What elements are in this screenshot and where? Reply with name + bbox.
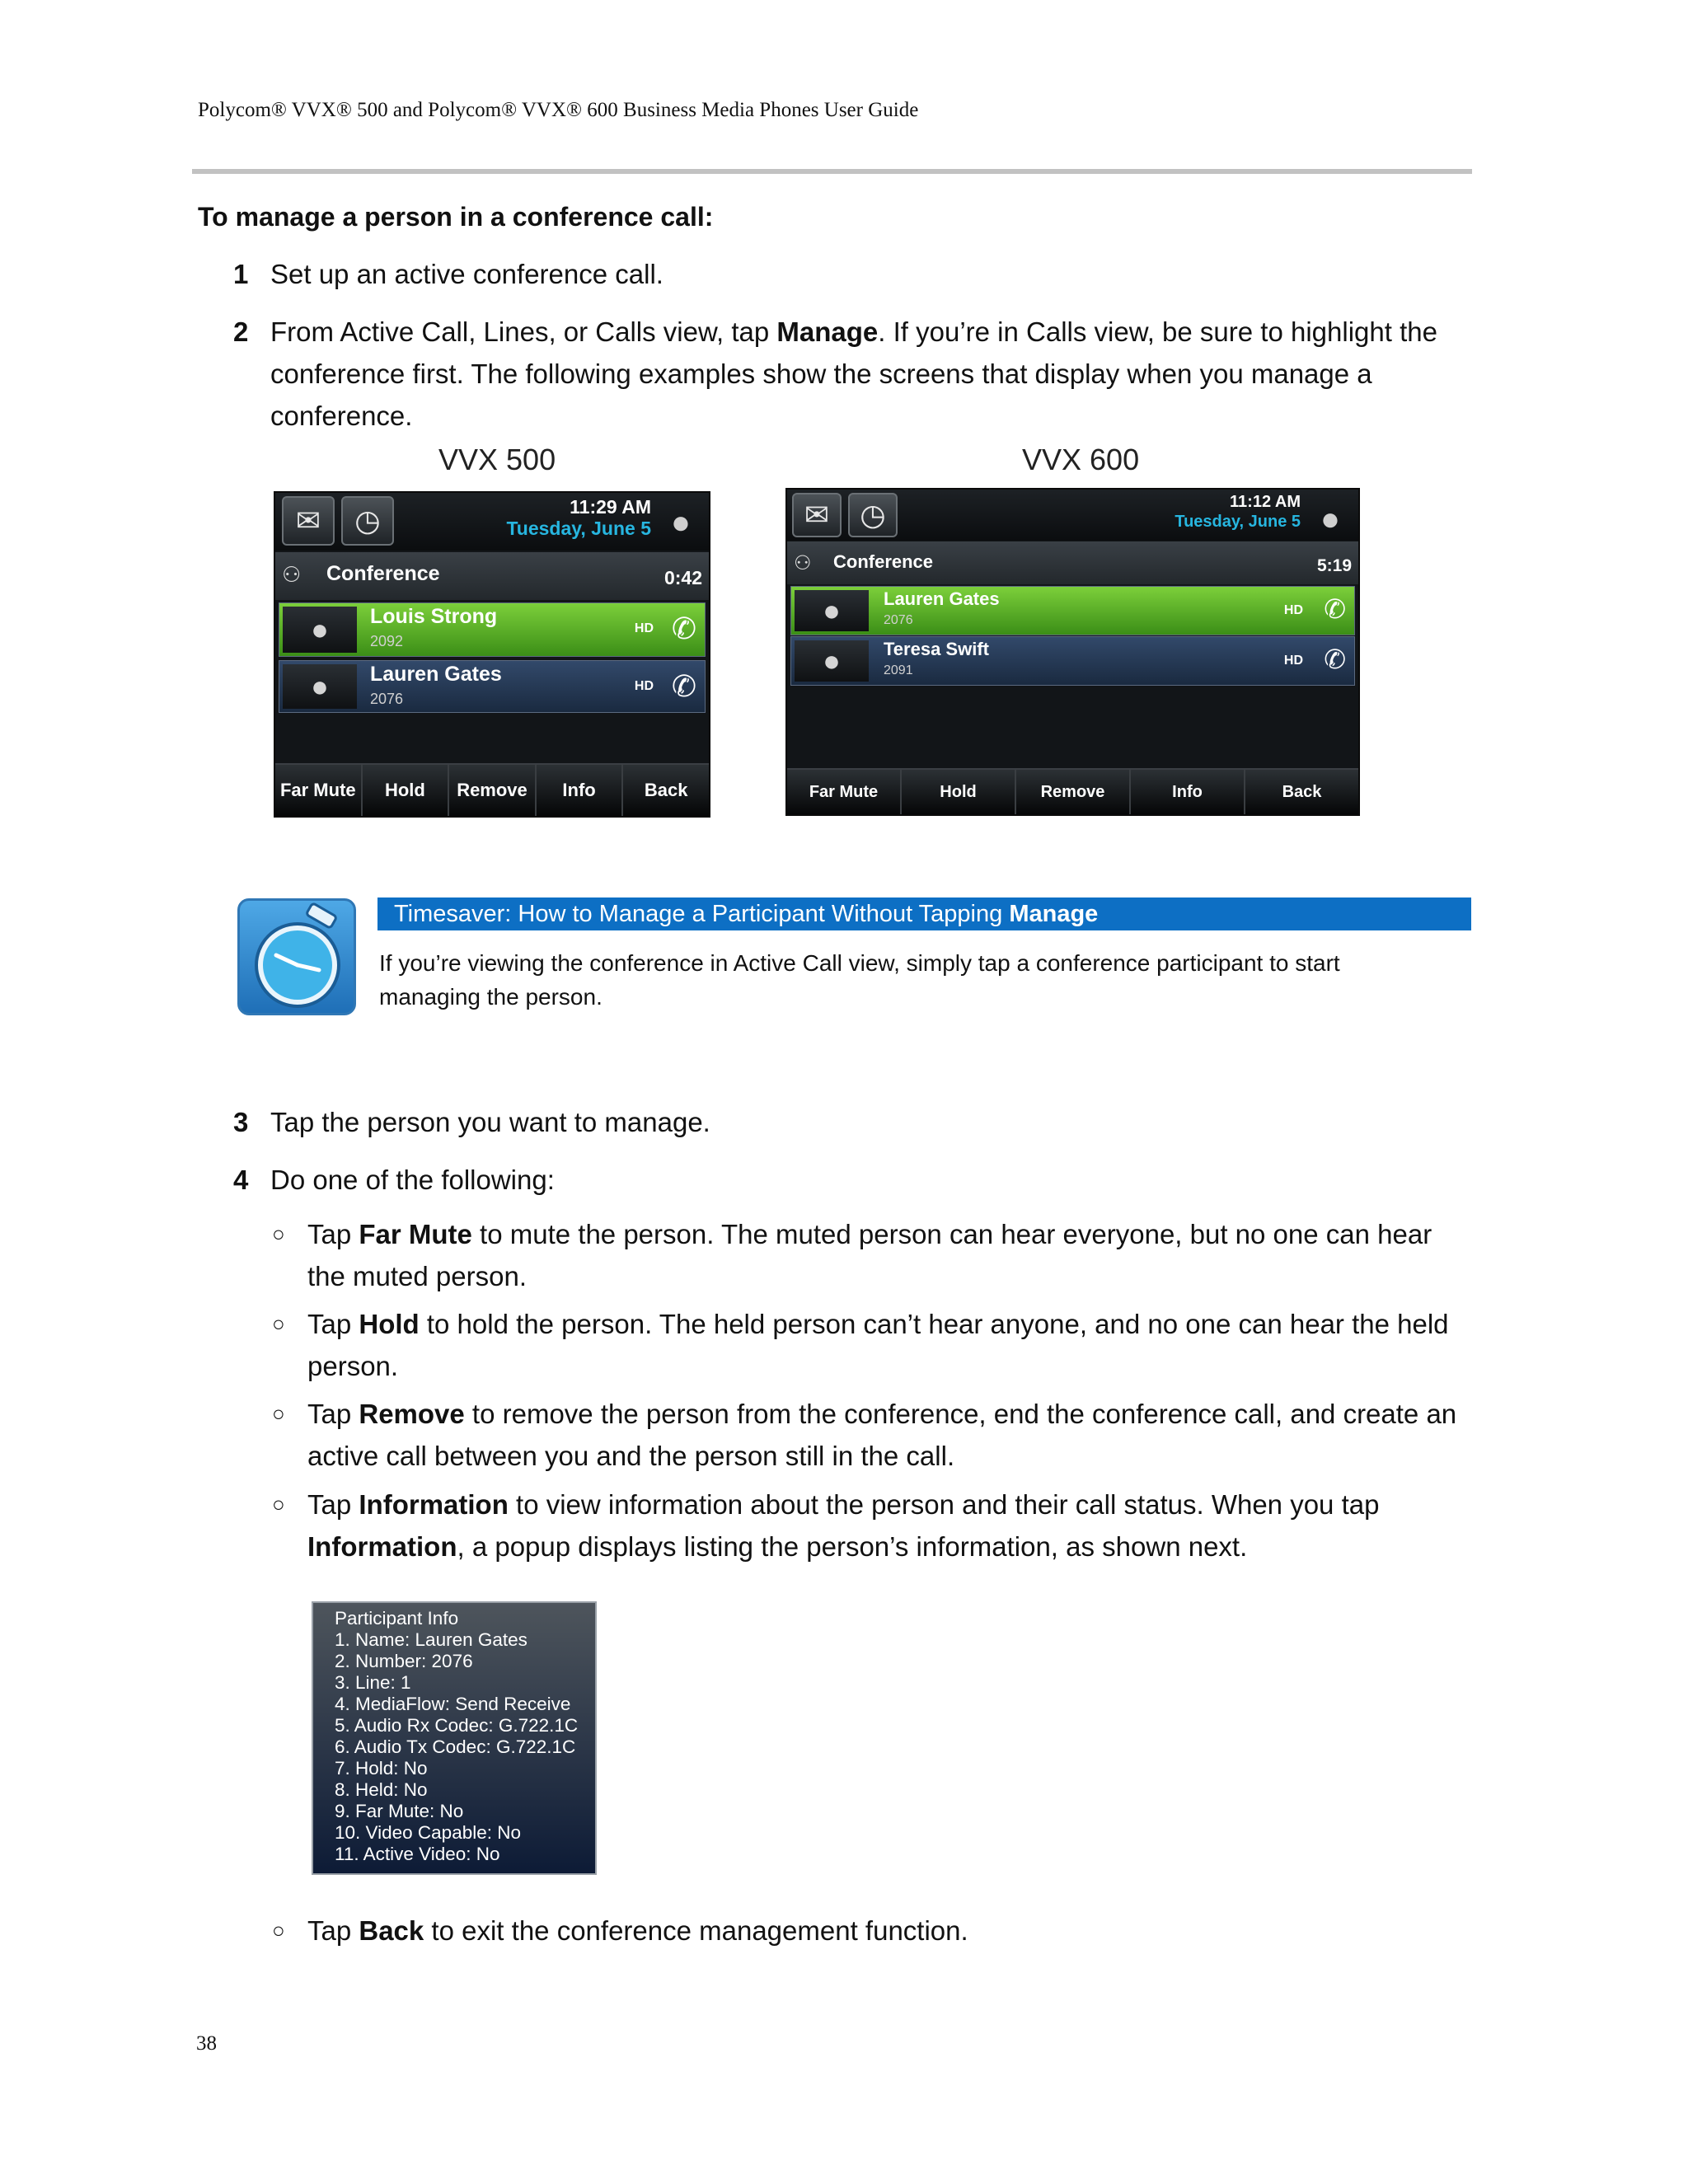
bullet-mark: ○ — [272, 1492, 285, 1516]
timesaver-body: If you’re viewing the conference in Active Call view, simply tap a conference participant to start managing the person. — [379, 950, 1340, 1010]
user-icon: ● — [1320, 501, 1341, 537]
participant-number: 2076 — [370, 691, 404, 707]
avatar-icon: ● — [283, 664, 357, 709]
running-header: Polycom® VVX® 500 and Polycom® VVX® 600 Business Media Phones User Guide — [198, 99, 919, 121]
info-line: 8. Held: No — [335, 1779, 428, 1800]
vvx600-screen — [785, 488, 1360, 816]
info-line: 10. Video Capable: No — [335, 1822, 521, 1843]
participant-number: 2076 — [884, 613, 913, 627]
hold-softkey[interactable]: Hold — [902, 770, 1016, 814]
popup-title: Participant Info — [335, 1608, 459, 1629]
step-number: 4 — [233, 1165, 249, 1195]
participant-row[interactable] — [790, 636, 1355, 686]
info-softkey[interactable]: Info — [537, 765, 624, 816]
participant-number: 2091 — [884, 663, 913, 677]
step-number: 1 — [233, 259, 249, 289]
info-softkey[interactable]: Info — [1131, 770, 1245, 814]
step-number: 2 — [233, 316, 249, 347]
time: 11:12 AM — [1230, 493, 1301, 511]
messages-icon: ✉ — [282, 496, 335, 546]
timesaver-banner: Timesaver: How to Manage a Participant Without Tapping Manage — [377, 898, 1471, 930]
clock-icon: ◷ — [341, 496, 394, 546]
info-line: 5. Audio Rx Codec: G.722.1C — [335, 1715, 579, 1736]
bullet-mark: ○ — [272, 1221, 285, 1246]
hd-icon: HD — [634, 679, 654, 693]
conference-label: Conference — [326, 562, 440, 585]
step-text: Do one of the following: — [270, 1165, 555, 1195]
hd-icon: HD — [634, 621, 654, 635]
vvx500-label: VVX 500 — [438, 443, 556, 476]
clock-icon: ◷ — [848, 493, 898, 537]
participant-name: Lauren Gates — [370, 663, 502, 686]
conference-icon: ⚇ — [794, 552, 812, 574]
info-line: 3. Line: 1 — [335, 1672, 411, 1693]
status-bar — [787, 490, 1358, 541]
avatar-icon: ● — [795, 640, 869, 682]
conference-label: Conference — [833, 551, 934, 572]
call-icon: ✆ — [1324, 594, 1346, 624]
participant-name: Teresa Swift — [884, 639, 989, 659]
softkey-bar — [787, 768, 1358, 814]
document-page: Polycom® VVX® 500 and Polycom® VVX® 600 Business Media Phones User Guide To manage a person in a conference call: 1 Set up an active conference call. 2 From Active Call, Lines, or Calls view, tap Manage. If you’re in Calls view, be sure to highlight the conference first. The following examples show the screens that display when you manage a conference. VVX 500 VVX 600 ✉ ◷ 11:29 AM Tuesday, June 5 ● ⚇ Conference 0:42 ● Louis Strong 2092 HD ✆ ● Lauren Gates 2076 HD ✆ Far Mute Hold Remove Info Back ✉ ◷ 11:12 AM Tuesday, June 5 ● ⚇ Conference 5:19 ● Lauren Gates 2076 HD ✆ ● Teresa Swift 2091 HD ✆ Far Mute Hold Remove Info Back Timesaver: How to Manage a Participant Without Tapping Manage If you’re viewing the conference in Active Call view, simply tap a conference participant to start managing the person. 3 Tap the person you want to manage. 4 Do one of the following: ○ Tap Far Mute to mute the person. The muted person can hear everyone, but no one can hear the muted person. ○ Tap Hold to hold the person. The held person can’t hear anyone, and no one can hear the held person. ○ Tap Remove to remove the person from the conference, end the conference call, and create an active call between you and the person still in the call. ○ Tap Information to view information about the person and their call status. When you tap Information, a popup displays listing the person’s information, as shown next. Participant Info 1. Name: Lauren Gates 2. Number: 2076 3. Line: 1 4. MediaFlow: Send Receive 5. Audio Rx Codec: G.722.1C 6. Audio Tx Codec: G.722.1C 7. Hold: No 8. Held: No 9. Far Mute: No 10. Video Capable: No 11. Active Video: No ○ Tap Back to exit the conference management function. 38 — [0, 0, 1688, 2184]
user-icon: ● — [670, 504, 692, 541]
step-text: From Active Call, Lines, or Calls view, tap Manage. If you’re in Calls view, be sure to highlight the conference first. The following examples show the screens that display when you manage a conference. — [270, 316, 1437, 431]
vvx500-screen — [274, 491, 710, 818]
conference-bar — [275, 552, 709, 600]
bullet-mark: ○ — [272, 1401, 285, 1426]
stopwatch-icon — [237, 898, 356, 1015]
hd-icon: HD — [1283, 603, 1303, 617]
call-icon: ✆ — [671, 612, 696, 645]
bullet-mark: ○ — [272, 1311, 285, 1336]
info-line: 4. MediaFlow: Send Receive — [335, 1694, 571, 1714]
conference-icon: ⚇ — [282, 562, 302, 587]
info-line: 2. Number: 2076 — [335, 1651, 473, 1671]
step-number: 3 — [233, 1107, 249, 1137]
manage-keyword: Manage — [776, 316, 879, 347]
call-duration: 5:19 — [1316, 556, 1352, 575]
participant-number: 2092 — [370, 633, 404, 649]
remove-softkey[interactable]: Remove — [1016, 770, 1131, 814]
info-line: 11. Active Video: No — [335, 1844, 500, 1864]
info-line: 7. Hold: No — [335, 1758, 428, 1779]
participant-name: Lauren Gates — [884, 588, 1000, 609]
header-rule — [192, 169, 1472, 174]
call-duration: 0:42 — [663, 567, 702, 588]
info-line: 9. Far Mute: No — [335, 1801, 464, 1821]
page-number: 38 — [196, 2032, 217, 2055]
avatar-icon: ● — [283, 607, 357, 653]
avatar-icon: ● — [795, 590, 869, 631]
back-softkey[interactable]: Back — [644, 780, 688, 800]
conference-bar — [787, 541, 1358, 584]
step-text: Set up an active conference call. — [270, 259, 663, 289]
manage-keyword: Manage — [1009, 901, 1099, 927]
softkey-bar — [275, 763, 709, 816]
info-line: 1. Name: Lauren Gates — [335, 1629, 528, 1650]
bullet-mark: ○ — [272, 1918, 285, 1943]
participant-row[interactable] — [279, 660, 706, 713]
hd-icon: HD — [1283, 654, 1303, 668]
date: Tuesday, June 5 — [1175, 513, 1301, 531]
messages-icon: ✉ — [792, 493, 842, 537]
call-icon: ✆ — [671, 669, 696, 703]
procedure-title: To manage a person in a conference call: — [198, 202, 714, 232]
back-softkey[interactable]: Back — [1282, 782, 1322, 801]
hold-softkey[interactable]: Hold — [363, 765, 450, 816]
vvx600-label: VVX 600 — [1022, 443, 1140, 476]
participant-row[interactable] — [279, 602, 706, 657]
info-line: 6. Audio Tx Codec: G.722.1C — [335, 1736, 576, 1757]
call-icon: ✆ — [1324, 644, 1346, 674]
far-mute-softkey[interactable]: Far Mute — [787, 770, 902, 814]
date: Tuesday, June 5 — [506, 518, 651, 539]
far-mute-softkey[interactable]: Far Mute — [275, 765, 363, 816]
participant-row[interactable] — [790, 586, 1355, 635]
participant-info-popup — [312, 1601, 597, 1875]
step-text: Tap the person you want to manage. — [270, 1107, 710, 1137]
status-bar — [275, 493, 709, 551]
time: 11:29 AM — [570, 496, 651, 518]
remove-softkey[interactable]: Remove — [449, 765, 537, 816]
participant-name: Louis Strong — [370, 605, 498, 628]
